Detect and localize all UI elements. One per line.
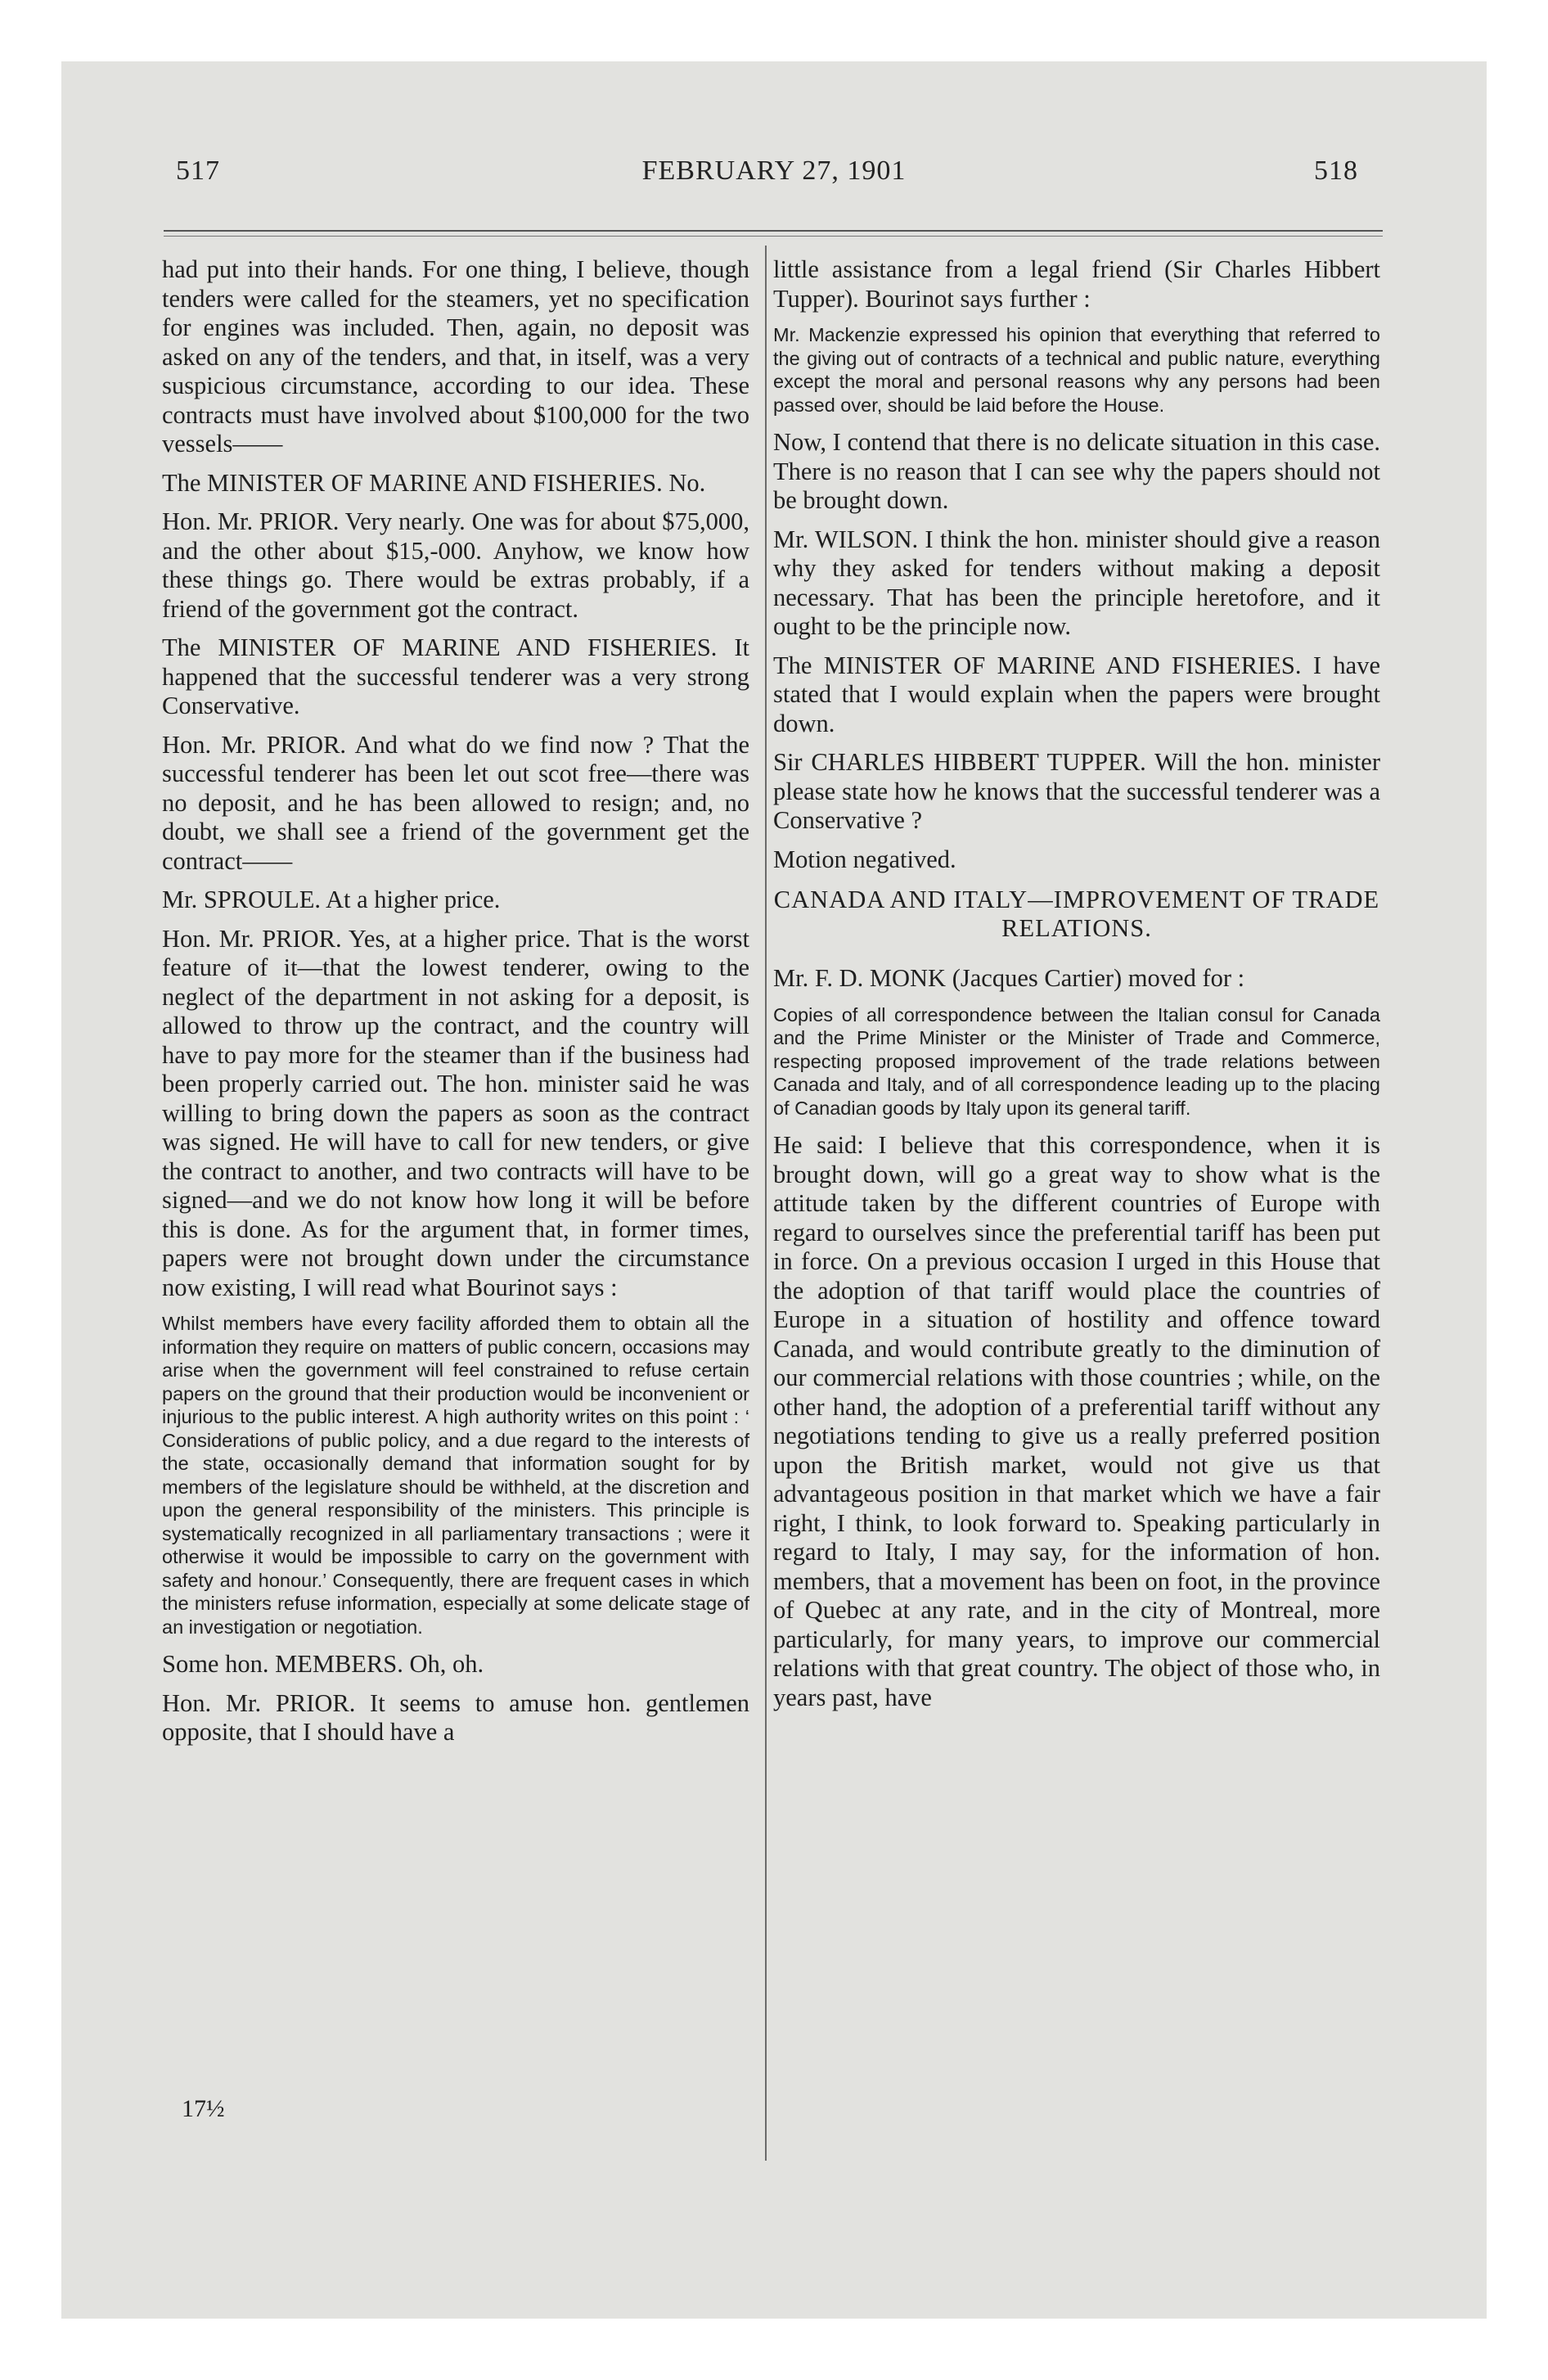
folio-mark: 17½ — [182, 2095, 225, 2122]
block-quote: Copies of all correspondence between the Italian consul for Canada and the Prime Minister or the Minister of Trade and Commerce, respecting proposed improvement of the trade relations between Canada and Italy, and of all correspondence leading up to the placing of Canadian goods by Italy upon its general tariff. — [773, 1003, 1380, 1119]
paragraph: He said: I believe that this correspondence, when it is brought down, will go a great way to show what is the attitude taken by the different countries of Europe with regard to ourselves since the preferential tariff has been put in force. On a previous occasion I urged in this House that the adoption of that tariff would place the countries of Europe in a situation of hostility and offence toward Canada, and would contribute greatly to the diminution of our commercial relations with those countries ; while, on the other hand, the adoption of a preferential tariff without any negotiations tending to give us a really preferred position upon the British market, would not give us that advantageous position in that market which we have a fair right, I think, to look forward to. Speaking particularly in regard to Italy, I may say, for the information of hon. members, that a movement has been on foot, in the province of Quebec at any rate, and in the city of Montreal, more particularly, for many years, to improve our commercial relations with that great country. The object of those who, in years past, have — [773, 1131, 1380, 1711]
right-column — [773, 255, 1380, 1722]
page-number-left: 517 — [176, 156, 220, 186]
paragraph: The MINISTER OF MARINE AND FISHERIES. No. — [162, 468, 706, 497]
block-quote: Whilst members have every facility afforded them to obtain all the information they require on matters of public concern, occasions may arise when the government will feel constrained to refuse certain papers on the ground that their production would be inconvenient or injurious to the public interest. A high authority writes on this point : ‘ Considerations of public policy, and a due regard to the interests of the state, occasionally demand that information sought for by members of the legislature should be withheld, at the discretion and upon the general responsibility of the ministers. This principle is systematically recognized in all parliamentary transactions ; were it otherwise it would be impossible to carry on the government with safety and honour.’ Consequently, there are frequent cases in which the ministers refuse information, especially at some delicate stage of an investigation or negotiation. — [162, 1313, 749, 1638]
paragraph: Hon. Mr. PRIOR. And what do we find now ? That the successful tenderer has been let out scot free—there was no deposit, and he has been allowed to resign; and, no doubt, we shall see a friend of the government get the contract—— — [162, 730, 749, 875]
header-rule-thin — [164, 236, 1383, 237]
paragraph: The MINISTER OF MARINE AND FISHERIES. It happened that the successful tenderer was a very strong Conservative. — [162, 633, 749, 719]
paragraph: The MINISTER OF MARINE AND FISHERIES. I have stated that I would explain when the papers were brought down. — [773, 651, 1380, 737]
paragraph: Mr. F. D. MONK (Jacques Cartier) moved for : — [773, 964, 1245, 992]
header-rule — [164, 230, 1383, 232]
paragraph: had put into their hands. For one thing, I believe, though tenders were called for the steamers, yet no specification for engines was included. Then, again, no deposit was asked on any of the tenders, and that, in itself, was a very suspicious circumstance, according to our idea. These contracts must have involved about $100,000 for the two vessels—— — [162, 255, 749, 458]
paragraph: Hon. Mr. PRIOR. It seems to amuse hon. gentlemen opposite, that I should have a — [162, 1688, 749, 1746]
paragraph: Now, I contend that there is no delicate situation in this case. There is no reason that I can see why the papers should not be brought down. — [773, 428, 1380, 514]
section-heading: CANADA AND ITALY—IMPROVEMENT OF TRADE RELATIONS. — [773, 886, 1380, 942]
block-quote: Mr. Mackenzie expressed his opinion that everything that referred to the giving out of contracts of a technical and public nature, everything except the moral and personal reasons why any persons had been passed over, should be laid before the House. — [773, 324, 1380, 416]
paragraph: Mr. SPROULE. At a higher price. — [162, 886, 501, 913]
page-title: FEBRUARY 27, 1901 — [641, 156, 907, 186]
paragraph: Mr. WILSON. I think the hon. minister should give a reason why they asked for tenders without making a deposit necessary. That has been the principle heretofore, and it ought to be the principle now. — [773, 525, 1380, 640]
page-number-right: 518 — [1314, 156, 1358, 186]
paragraph: Hon. Mr. PRIOR. Yes, at a higher price. That is the worst feature of it—that the lowest tenderer, owing to the neglect of the department in not asking for a deposit, is allowed to throw up the contract, and the country will have to pay more for the steamer than if the business had been properly carried out. The hon. minister said he was willing to bring down the papers as soon as the contract was signed. He will have to call for new tenders, or give the contract to another, and two contracts will have to be signed—and we do not know how long it will be before this is done. As for the argument that, in former times, papers were not brought down under the circumstance now existing, I will read what Bourinot says : — [162, 924, 749, 1301]
column-divider — [765, 246, 767, 2161]
paragraph: little assistance from a legal friend (Sir Charles Hibbert Tupper). Bourinot says further : — [773, 255, 1380, 313]
paragraph: Some hon. MEMBERS. Oh, oh. — [162, 1650, 484, 1678]
paragraph: Sir CHARLES HIBBERT TUPPER. Will the hon. minister please state how he knows that the successful tenderer was a Conservative ? — [773, 748, 1380, 834]
motion-result: Motion negatived. — [773, 845, 956, 873]
paragraph: Hon. Mr. PRIOR. Very nearly. One was for about $75,000, and the other about $15,-000. Anyhow, we know how these things go. There would be extras probably, if a friend of the government got the contract. — [162, 507, 749, 623]
left-column — [162, 255, 749, 1757]
